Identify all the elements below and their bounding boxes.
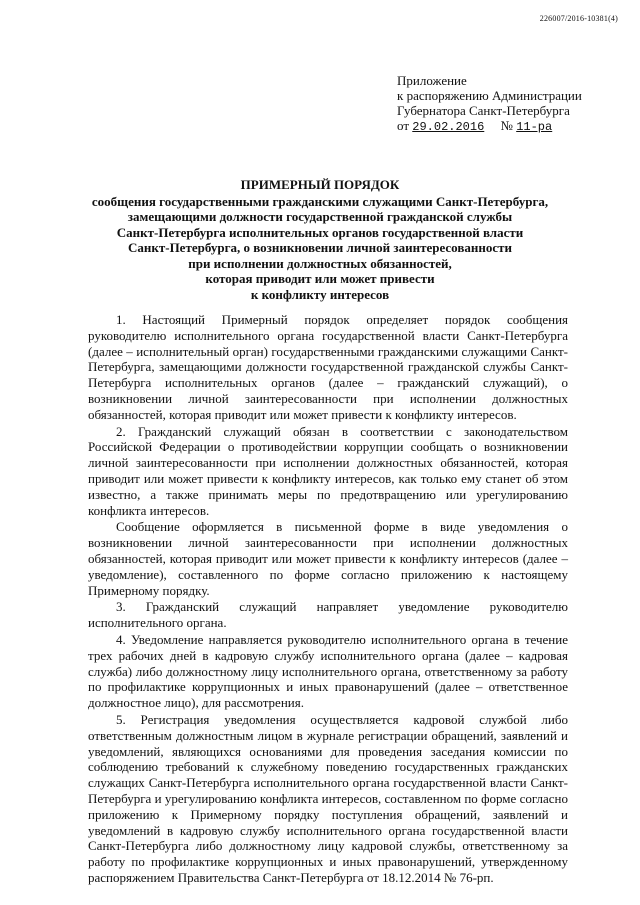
paragraph-5: 5. Регистрация уведомления осуществляется кадровой службой либо ответственным должностным лицом в журнале регистрации обращений, заявлений и уведомлений, являющихся основаниями для проведения заседания комиссии по соблюдению требований к служебному поведению государственных гражданских служащих Санкт-Петербурга исполнительного органа государственной власти Санкт-Петербурга и урегулированию конфликта интересов, составленном по форме согласно приложению к Примерному порядку поступления обращений, заявлений и уведомлений в кадровую службу исполнительного органа государственной власти Санкт-Петербурга либо должностному лицу кадровой службы, ответственному за работу по профилактике коррупционных и иных правонарушений, утвержденному распоряжением Правительства Санкт-Петербурга от 18.12.2014 № 76-рп. — [88, 711, 568, 885]
title-line: замещающими должности государственной гражданской службы — [127, 209, 513, 224]
approval-number: 11-ра — [516, 120, 553, 134]
paragraph-4: 4. Уведомление направляется руководителю исполнительного органа в течение трех рабочих дней в кадровую службу исполнительного органа (далее – кадровая служба) либо должностному лицу исполнительного органа, ответственному за работу по профилактике коррупционных и иных правонарушений (далее – ответственное должностное лицо), для рассмотрения. — [88, 631, 568, 711]
paragraph-1: 1. Настоящий Примерный порядок определяет порядок сообщения руководителю исполнительного органа государственной власти Санкт-Петербурга (далее – исполнительный орган) государственными гражданскими служащими Санкт-Петербурга, замещающими должности государственной гражданской службы Санкт-Петербурга исполнительных органов (далее – гражданский служащий), о возникновении личной заинтересованности при исполнении должностных обязанностей, которая приводит или может привести к конфликту интересов. — [88, 312, 568, 422]
date-prefix: от — [397, 118, 410, 133]
paragraph-2: 2. Гражданский служащий обязан в соответствии с законодательством Российской Федерации о противодействии коррупции сообщать о возникновении личной заинтересованности при исполнении должностных обязанностей, которая приводит или может привести к конфликту интересов, как только ему станет об этом известно, а также принимать меры по предотвращению или урегулированию конфликта интересов. — [88, 423, 568, 518]
document-id: 226007/2016-10381(4) — [539, 14, 618, 23]
approval-line-1: Приложение — [397, 73, 467, 88]
title-line: сообщения государственными гражданскими служащими Санкт-Петербурга, — [91, 193, 549, 209]
title-line: при исполнении должностных обязанностей, — [188, 255, 452, 271]
paragraph-3: 3. Гражданский служащий направляет уведомление руководителю исполнительного органа. — [88, 599, 568, 631]
title-line: к конфликту интересов — [250, 286, 390, 302]
document-body — [88, 312, 568, 886]
approval-line-2: к распоряжению Администрации — [397, 88, 582, 103]
title-line: Санкт-Петербурга, о возникновении личной заинтересованности — [127, 240, 512, 255]
approval-date: 29.02.2016 — [412, 120, 485, 134]
document-title: ПРИМЕРНЫЙ ПОРЯДОК — [240, 177, 400, 192]
title-line: которая приводит или может привести — [205, 271, 435, 286]
paragraph-2-continued: Сообщение оформляется в письменной форме в виде уведомления о возникновении личной заинтересованности при исполнении должностных обязанностей, которая приводит или может привести к конфликту интересов (далее – уведомление), составленного по форме согласно приложению к настоящему Примерному порядку. — [88, 519, 568, 598]
approval-block — [397, 73, 582, 135]
approval-date-line — [397, 118, 582, 135]
document-title-block — [90, 177, 550, 302]
approval-line-3: Губернатора Санкт-Петербурга — [397, 103, 570, 118]
number-prefix: № — [500, 118, 513, 133]
title-line: Санкт-Петербурга исполнительных органов государственной власти — [116, 224, 524, 240]
